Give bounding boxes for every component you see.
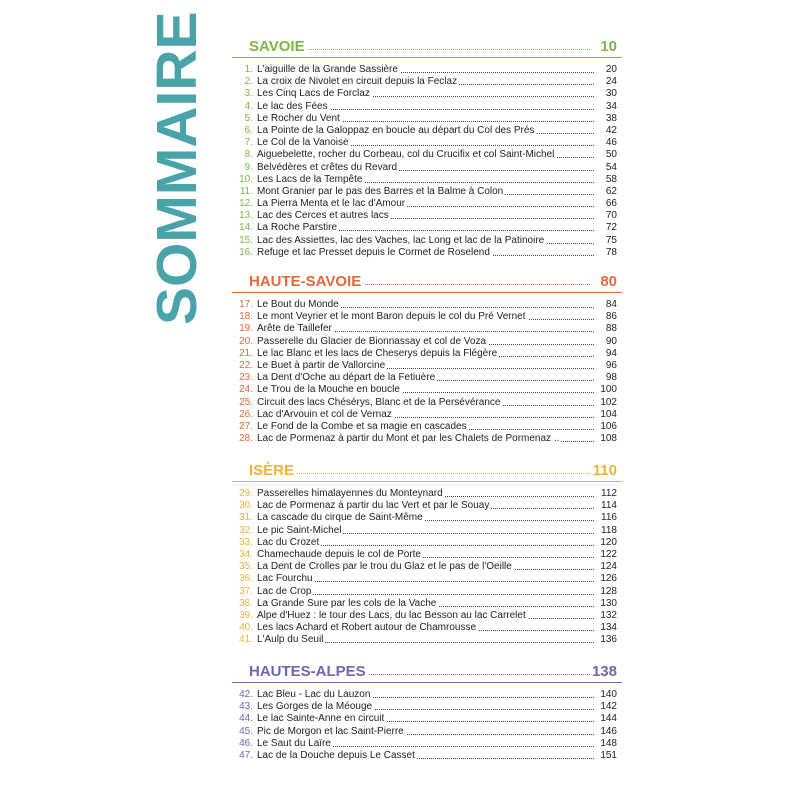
toc-entry [232,421,622,433]
entry-page: 132 [600,609,617,621]
entry-title: Passerelle du Glacier de Bionnassay et col de Voza [257,335,487,347]
entry-page: 148 [600,737,617,749]
entry-number: 17. [239,299,253,310]
entry-number: 16. [239,246,253,258]
toc-entry [232,323,622,335]
entry-number: 44. [239,713,253,725]
entry-number: 20. [239,335,253,347]
entry-page: 66 [605,198,617,210]
entry-number: 37. [239,585,253,597]
section-page: 80 [600,273,617,290]
entry-title: Lac Fourchu [257,573,313,585]
toc-entry [232,113,622,125]
entry-number: 10. [239,173,253,185]
toc-entry [232,76,622,88]
entry-title: Alpe d'Huez : le tour des Lacs, du lac Besson au lac Carrelet [257,609,526,621]
entry-page: 126 [600,573,617,585]
toc-entry [232,210,622,222]
entry-number: 30. [239,500,253,512]
entry-title: Chamechaude depuis le col de Porte [257,548,421,560]
toc-entry [232,372,622,384]
toc-entry [232,299,622,311]
entry-title: La croix de Nivolet en circuit depuis la Feclaz [257,76,458,88]
entry-title: Mont Granier par le pas des Barres et la Balme à Colon [257,185,504,197]
entry-number: 31. [239,512,253,524]
entry-title: Passerelles himalayennes du Monteynard [257,488,443,499]
page-title-vertical [145,11,209,325]
toc-entry [232,610,622,622]
toc-entry [232,713,622,725]
entry-title: Le pic Saint-Michel [257,524,342,536]
entry-number: 26. [239,408,253,420]
entry-page: 94 [605,347,617,359]
toc-entry [232,738,622,750]
entry-page: 84 [605,299,617,310]
section-page: 138 [591,663,617,680]
entry-number: 13. [239,210,253,222]
toc-entry [232,88,622,100]
entry-title: L'Aulp du Seuil [257,634,324,646]
entry-page: 104 [600,408,617,420]
entry-number: 8. [244,149,253,161]
entry-page: 102 [600,396,617,408]
entry-page: 122 [600,548,617,560]
entry-number: 43. [239,701,253,713]
entry-list [232,488,622,646]
toc-entry [232,198,622,210]
section-name: ISÈRE [249,461,297,481]
entry-page: 75 [605,234,617,246]
entry-title: Le mont Veyrier et le mont Baron depuis le col du Pré Vernet [257,311,526,323]
section-header [232,662,622,683]
entry-number: 25. [239,396,253,408]
toc-entry [232,137,622,149]
section-name: HAUTES-ALPES [249,662,369,682]
entry-title: Arête de Taillefer [257,323,332,335]
entry-title: Le lac des Fées [257,100,328,112]
entry-title: Lac du Crozet [257,536,320,548]
entry-page: 46 [605,137,617,149]
entry-page: 20 [605,64,617,75]
entry-page: 114 [601,500,617,512]
page-title: SOMMAIRE [145,11,209,325]
toc-entry [232,537,622,549]
entry-number: 29. [239,488,253,499]
toc-entry [232,360,622,372]
entry-number: 19. [239,323,253,335]
toc-entry [232,433,622,445]
toc-entry [232,311,622,323]
entry-page: 128 [600,585,617,597]
toc-entry [232,750,622,762]
entry-title: Les Gorges de la Méouge [257,701,373,713]
entry-page: 136 [600,634,617,646]
entry-page: 144 [600,713,617,725]
entry-list [232,299,622,445]
entry-list [232,689,622,762]
toc-entry [232,149,622,161]
entry-number: 4. [244,100,253,112]
section-name: HAUTE-SAVOIE [249,272,364,292]
entry-number: 27. [239,420,253,432]
section-page: 10 [600,38,617,55]
toc-entry [232,598,622,610]
entry-page: 140 [600,689,617,700]
entry-number: 18. [239,311,253,323]
toc-entry [232,336,622,348]
entry-page: 124 [600,561,617,573]
entry-number: 21. [239,347,253,359]
entry-page: 151 [600,749,617,761]
entry-page: 98 [605,372,617,384]
entry-title: Le Saut du Laïre [257,737,331,749]
toc-entry [232,500,622,512]
toc-entry [232,247,622,259]
toc-entry [232,634,622,646]
section-savoie [232,37,622,259]
section-name: SAVOIE [249,37,308,57]
entry-number: 23. [239,372,253,384]
entry-page: 58 [605,173,617,185]
entry-page: 70 [605,210,617,222]
entry-number: 47. [239,749,253,761]
entry-number: 2. [244,76,253,88]
section-hautes-alpes [232,662,622,762]
toc-entry [232,174,622,186]
toc-entry [232,689,622,701]
entry-title: L'aiguille de la Grande Sassière [257,64,398,75]
entry-number: 38. [239,597,253,609]
toc-entry [232,525,622,537]
section-haute-savoie [232,272,622,445]
section-header [232,37,622,58]
entry-title: Le lac Sainte-Anne en circuit [257,713,385,725]
entry-page: 116 [601,512,617,524]
entry-page: 112 [601,488,617,499]
entry-title: Les Lacs de la Tempête [257,173,363,185]
entry-title: Lac de Pormenaz à partir du Mont et par les Chalets de Pormenaz .. [257,433,560,445]
entry-number: 14. [239,222,253,234]
entry-page: 96 [605,359,617,371]
toc-entry [232,384,622,396]
entry-page: 108 [600,433,617,445]
entry-title: Lac d'Arvouin et col de Vernaz [257,408,392,420]
entry-number: 7. [244,137,253,149]
entry-number: 41. [239,634,253,646]
toc-entry [232,726,622,738]
entry-page: 106 [600,420,617,432]
entry-page: 54 [605,161,617,173]
entry-title: Le Fond de la Combe et sa magie en cascades [257,420,467,432]
entry-page: 120 [600,536,617,548]
entry-title: Circuit des lacs Chésérys, Blanc et de la Persévérance [257,396,501,408]
toc-entry [232,549,622,561]
entry-number: 28. [239,433,253,445]
entry-number: 45. [239,725,253,737]
entry-page: 62 [605,185,617,197]
section-header [232,272,622,293]
entry-page: 38 [605,112,617,124]
toc-entry [232,701,622,713]
entry-number: 39. [239,609,253,621]
entry-page: 30 [605,88,617,100]
entry-title: Le Trou de la Mouche en boucle [257,384,400,396]
toc-entry [232,409,622,421]
entry-number: 6. [244,124,253,136]
entry-title: Le Col de la Vanoise [257,137,349,149]
entry-page: 50 [605,149,617,161]
entry-title: La Pierra Menta et le lac d'Amour [257,198,406,210]
section-page: 110 [592,462,617,479]
toc-entry [232,348,622,360]
toc-entry [232,235,622,247]
toc-entry [232,64,622,76]
entry-page: 86 [605,311,617,323]
toc-entry [232,488,622,500]
entry-title: Aiguebelette, rocher du Corbeau, col du Crucifix et col Saint-Michel [257,149,555,161]
entry-title: Lac des Cerces et autres lacs [257,210,389,222]
toc-entry [232,561,622,573]
entry-number: 42. [239,689,253,700]
entry-number: 34. [239,548,253,560]
entry-page: 146 [600,725,617,737]
entry-title: Les Cinq Lacs de Forclaz [257,88,370,100]
entry-page: 134 [600,622,617,634]
entry-title: Le Rocher du Vent [257,112,340,124]
entry-number: 11. [239,185,253,197]
entry-number: 22. [239,359,253,371]
entry-title: Refuge et lac Presset depuis le Cormet de Roselend [257,246,490,258]
entry-title: La Grande Sure par les cols de la Vache [257,597,437,609]
entry-number: 46. [239,737,253,749]
entry-title: Lac des Assiettes, lac des Vaches, lac Long et lac de la Patinoire [257,234,545,246]
entry-title: Lac de Crop [257,585,312,597]
toc-entry [232,162,622,174]
toc-entry [232,222,622,234]
entry-number: 40. [239,622,253,634]
entry-title: La Dent d'Oche au départ de la Fetiuère [257,372,436,384]
entry-page: 118 [601,524,617,536]
entry-number: 36. [239,573,253,585]
entry-page: 78 [605,246,617,258]
entry-number: 3. [244,88,253,100]
entry-number: 35. [239,561,253,573]
entry-list [232,64,622,259]
entry-title: Le Bout du Monde [257,299,339,310]
toc-entry [232,622,622,634]
entry-title: La Dent de Crolles par le trou du Glaz et le pas de l'Oeille [257,561,512,573]
entry-page: 142 [600,701,617,713]
entry-page: 90 [605,335,617,347]
toc-entry [232,397,622,409]
toc-entry [232,573,622,585]
entry-page: 100 [600,384,617,396]
section-header [232,461,622,482]
entry-title: Lac Bleu - Lac du Lauzon [257,689,371,700]
entry-title: La cascade du cirque de Saint-Même [257,512,423,524]
entry-title: Belvédères et crêtes du Revard [257,161,398,173]
section-leader [249,473,590,474]
toc-entry [232,186,622,198]
entry-title: La Roche Parstire [257,222,338,234]
toc-entry [232,512,622,524]
entry-page: 88 [605,323,617,335]
section-isere [232,461,622,646]
entry-number: 1. [244,64,253,75]
entry-number: 33. [239,536,253,548]
toc-entry [232,586,622,598]
entry-number: 9. [244,161,253,173]
entry-number: 5. [244,112,253,124]
entry-title: Pic de Morgon et lac Saint-Pierre [257,725,404,737]
entry-page: 72 [605,222,617,234]
entry-number: 24. [239,384,253,396]
entry-title: Le lac Blanc et les lacs de Cheserys depuis la Flégère [257,347,498,359]
entry-title: Lac de Pormenaz à partir du lac Vert et par le Souay [257,500,490,512]
entry-page: 24 [605,76,617,88]
entry-number: 12. [239,198,253,210]
entry-number: 15. [239,234,253,246]
entry-title: Lac de la Douche depuis Le Casset [257,749,415,761]
entry-title: Les lacs Achard et Robert autour de Chamrousse [257,622,477,634]
entry-page: 42 [605,124,617,136]
entry-title: Le Buet à partir de Vallorcine [257,359,386,371]
toc-entry [232,125,622,137]
entry-page: 130 [600,597,617,609]
entry-number: 32. [239,524,253,536]
entry-title: La Pointe de la Galoppaz en boucle au départ du Col des Prés [257,124,535,136]
entry-page: 34 [605,100,617,112]
toc-entry [232,101,622,113]
